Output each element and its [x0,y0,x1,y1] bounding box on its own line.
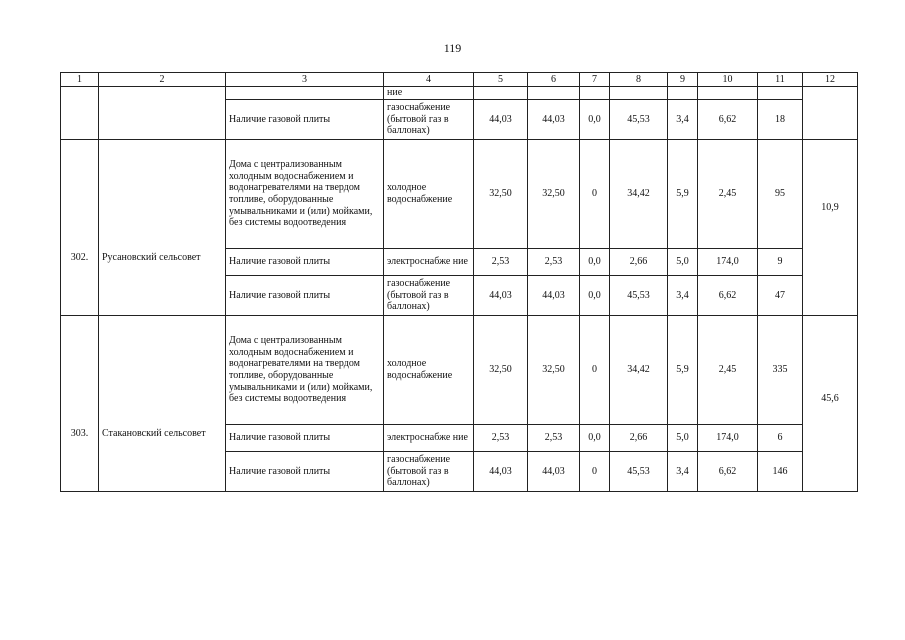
cell-value: 0,0 [580,249,610,276]
cell-value: 2,45 [698,140,758,249]
cell-value: 5,0 [668,249,698,276]
cell-service: газоснабжение (бытовой газ в баллонах) [384,276,474,316]
cell-value: 44,03 [474,100,528,140]
cell-service: холодное водоснабжение [384,140,474,249]
cell-value: 34,42 [610,316,668,425]
cell-value: 2,53 [528,425,580,452]
cell-value: 45,53 [610,452,668,492]
header-row [61,73,858,87]
cell-value: 95 [758,140,803,249]
cell-service: газоснабжение (бытовой газ в баллонах) [384,100,474,140]
cell-value: 44,03 [474,452,528,492]
entry-number: 302. [61,140,99,316]
cell-value: 2,66 [610,425,668,452]
cell-empty [99,87,226,140]
column-header: 2 [99,73,226,87]
cell-value: 2,45 [698,316,758,425]
cell-value: 3,4 [668,276,698,316]
cell-empty [803,87,858,140]
column-header: 9 [668,73,698,87]
cell-value: 174,0 [698,425,758,452]
cell-value: 44,03 [474,276,528,316]
column-header: 10 [698,73,758,87]
cell-value: 34,42 [610,140,668,249]
settlement-name: Стакановский сельсовет [99,316,226,492]
cell-value: 6,62 [698,100,758,140]
column-header: 3 [226,73,384,87]
cell-value: 2,66 [610,249,668,276]
cell-value: 6 [758,425,803,452]
cell-total: 10,9 [803,140,858,316]
cell-value: 0,0 [580,425,610,452]
cell-value: 0,0 [580,276,610,316]
column-header: 8 [610,73,668,87]
cell-value: 32,50 [474,316,528,425]
table-row [61,87,858,100]
cell-value: 6,62 [698,276,758,316]
table-row [61,316,858,425]
cell-service: газоснабжение (бытовой газ в баллонах) [384,452,474,492]
cell-value: 0 [580,140,610,249]
cell-value: 44,03 [528,452,580,492]
page-number: 119 [443,41,462,55]
cell-value: 5,9 [668,140,698,249]
cell-value: 45,53 [610,276,668,316]
cell-value: 44,03 [528,276,580,316]
cell-value: 3,4 [668,452,698,492]
column-header: 6 [528,73,580,87]
cell-value: 335 [758,316,803,425]
cell-value: 45,53 [610,100,668,140]
cell-empty [226,87,384,100]
cell-value: 32,50 [474,140,528,249]
cell-description: Наличие газовой плиты [226,425,384,452]
cell-value: 32,50 [528,316,580,425]
cell-service: холодное водоснабжение [384,316,474,425]
tariff-table [60,72,858,492]
cell-description: Наличие газовой плиты [226,276,384,316]
cell-service: электроснабже ние [384,249,474,276]
cell-value: 18 [758,100,803,140]
cell-value: 146 [758,452,803,492]
cell-empty [61,87,99,140]
cell-description: Дома с централизованным холодным водоснабжением и водонагревателями на твердом топливе, оборудованные умывальниками и (или) мойками, без системы водоотведения [226,140,384,249]
cell-service: ние [384,87,474,100]
cell-value: 32,50 [528,140,580,249]
cell-value: 2,53 [528,249,580,276]
column-header: 5 [474,73,528,87]
column-header: 1 [61,73,99,87]
column-header: 11 [758,73,803,87]
table-row [61,140,858,249]
cell-value: 47 [758,276,803,316]
entry-number: 303. [61,316,99,492]
cell-description: Наличие газовой плиты [226,249,384,276]
cell-value: 2,53 [474,249,528,276]
cell-value: 0 [580,316,610,425]
cell-value: 0,0 [580,100,610,140]
cell-total: 45,6 [803,316,858,492]
cell-value: 0 [580,452,610,492]
settlement-name: Русановский сельсовет [99,140,226,316]
cell-value: 44,03 [528,100,580,140]
column-header: 12 [803,73,858,87]
column-header: 7 [580,73,610,87]
cell-description: Наличие газовой плиты [226,452,384,492]
cell-value: 3,4 [668,100,698,140]
cell-value: 5,0 [668,425,698,452]
cell-description: Дома с централизованным холодным водоснабжением и водонагревателями на твердом топливе, оборудованные умывальниками и (или) мойками, без системы водоотведения [226,316,384,425]
cell-description: Наличие газовой плиты [226,100,384,140]
cell-service: электроснабже ние [384,425,474,452]
cell-value: 6,62 [698,452,758,492]
column-header: 4 [384,73,474,87]
cell-value: 9 [758,249,803,276]
cell-value: 5,9 [668,316,698,425]
cell-value: 2,53 [474,425,528,452]
cell-value: 174,0 [698,249,758,276]
